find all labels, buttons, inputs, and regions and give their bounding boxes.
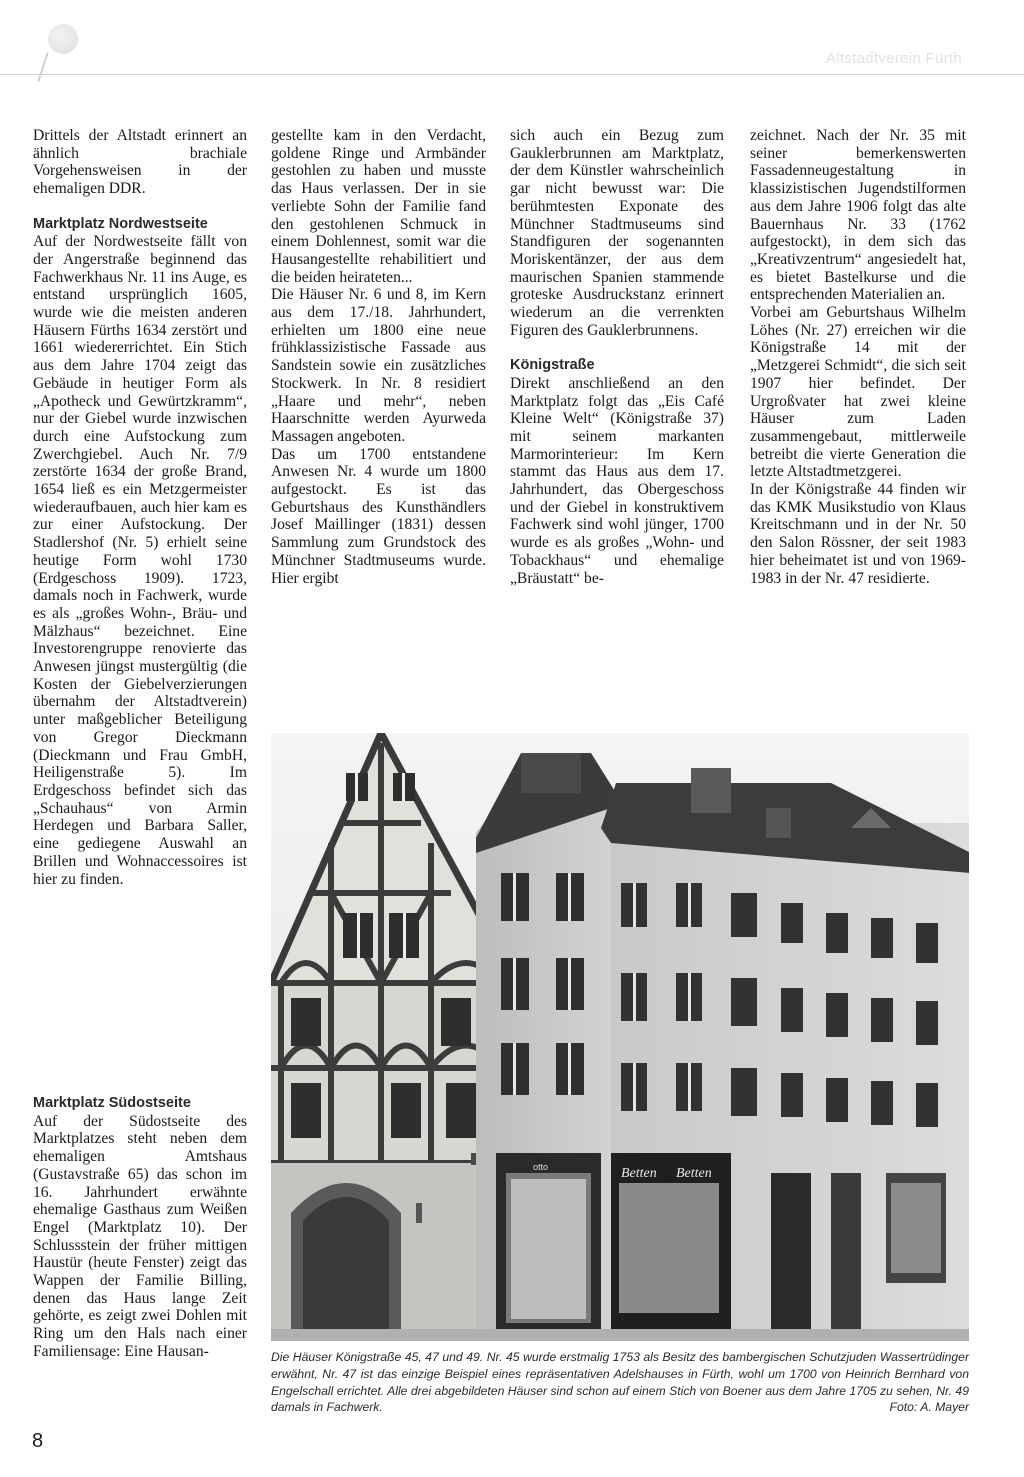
page-number: 8 [32,1430,44,1452]
paragraph: Drittels der Altstadt erinnert an ähnlich brachiale Vorgehensweisen in der ehemaligen DDR. [33,127,247,198]
column-2 [271,127,486,587]
paragraph: gestellte kam in den Verdacht, goldene Ringe und Armbänder gestohlen zu haben und musste das Haus verlassen. Der in sie verliebte Sohn der Familie fand den gestohlenen Schmuck in einem Dohlennest, somit war die Hausangestellte rehabilitiert und die beiden heirateten... [271,127,486,286]
logo-icon [48,24,78,54]
column-3 [510,127,724,587]
paragraph: In der Königstraße 44 finden wir das KMK Musikstudio von Klaus Kreitschmann und in der Nr. 50 den Salon Rössner, der seit 1983 hier beheimatet ist und von 1969-1983 in der Nr. 47 residierte. [750,481,966,587]
column-1-lower [33,1095,247,1361]
heading-koenigstrasse: Königstraße [510,357,595,374]
houses-photo [271,733,969,1341]
header-divider [0,74,1024,75]
shop-sign-left: Betten [621,1166,657,1181]
shop-sign-small: otto [533,1162,549,1172]
paragraph: Vorbei am Geburtshaus Wilhelm Löhes (Nr. 27) erreichen wir die Königstraße 14 mit der „Metzgerei Schmidt“, die sich seit 1907 hier befindet. Der Urgroßvater hat zwei kleine Häuser zum Laden zusammengebaut, mittlerweile betreibt die vierte Generation die letzte Altstadtmetzgerei. [750,304,966,481]
photo-caption [271,1349,969,1416]
shop-sign-right: Betten [676,1166,712,1181]
heading-nordwestseite: Marktplatz Nordwestseite [33,215,208,232]
header-org-name: Altstadtverein Fürth [825,50,962,67]
paragraph: Die Häuser Nr. 6 und 8, im Kern aus dem 17./18. Jahrhundert, erhielten um 1800 eine neue frühklassizistische Fassade aus Sandstein sowie ein zusätzliches Stockwerk. In Nr. 8 residiert „Haare und mehr“, neben Haarschnitte werden Ayurweda Massagen angeboten. [271,286,486,445]
heading-suedostseite: Marktplatz Südostseite [33,1095,191,1111]
caption-text: Die Häuser Königstraße 45, 47 und 49. Nr. 45 wurde erstmalig 1753 als Besitz des bambergischen Schutzjuden Wassertrüdinger erwähnt, Nr. 47 ist das einzige Beispiel eines repräsentativen Adelshauses in Fürth, wohl um 1700 von Heinrich Bernhard von Engelschall errichtet. Alle drei abgebildeten Häuser sind schon auf einem Stich von Boener aus dem Jahre 1705 zu sehen, Nr. 49 damals in Fachwerk. [271,1350,969,1415]
logo-stroke [37,52,48,81]
middle-house [476,753,616,1341]
paragraph: Auf der Nordwestseite fällt von der Angerstraße beginnend das Fachwerkhaus Nr. 11 ins Auge, es entstand ursprünglich 1605, wurde wie die meisten anderen Häusern Fürths 1634 zerstört und 1661 wiedererrichtet. Ein Stich aus dem Jahre 1704 zeigt das Gebäude in heutiger Form als „Apotheck und Gewürtzkramm“, nur der Giebel wurde inzwischen durch eine Aufstockung zum Zwerchgiebel. Auch Nr. 7/9 zerstörte 1634 der große Brand, 1654 ließ es ein Metzgermeister wiederaufbauen, auch hier kam es zur einer Aufstockung. Der Stadlershof (Nr. 5) erhielt seine heutige Form wohl 1730 (Erdgeschoss 1909). 1723, damals noch in Fachwerk, wurde es als „großes Wohn-, Bräu- und Mälzhaus“ bezeichnet. Eine Investorengruppe renovierte das Anwesen jüngst mustergültig (die Kosten der Giebelverzierungen übernahm der Altstadtverein) unter maßgeblicher Beteiligung von Gregor Dieckmann (Dieckmann und Frau GmbH, Heiligenstraße 5). Im Erdgeschoss befindet sich das „Schauhaus“ von Armin Herdegen und Barbara Saller, eine gediegene Auswahl an Brillen und Wohnaccessoires ist hier zu finden. [33,233,247,888]
column-1 [33,127,247,888]
paragraph: Direkt anschließend an den Marktplatz folgt das „Eis Café Kleine Welt“ (Königstraße 37) mit seinem markanten Marmorinterieur: Im Kern stammt das Haus aus dem 17. Jahrhundert, das Obergeschoss und der Giebel in konstruktivem Fachwerk sind wohl jünger, 1700 wurde es als großes „Wohn- und Tobackhaus“ und ehemalige „Bräustatt“ be- [510,374,724,587]
column-4 [750,127,966,587]
paragraph: sich auch ein Bezug zum Gauklerbrunnen am Marktplatz, der dem Künstler wahrscheinlich gar nicht bewusst war: Die berühmtesten Exponate des Münchner Stadtmuseums sind Standfiguren der sogenannten Moriskentänzer, der aus dem maurischen Spanien stammende groteske Ausdruckstanz erinnert wiederum an die verrenkten Figuren des Gauklerbrunnens. [510,127,724,339]
paragraph: zeichnet. Nach der Nr. 35 mit seiner bemerkenswerten Fassadenneugestaltung in klassizistischen Jugendstilformen aus dem Jahre 1906 folgt das alte Bauernhaus Nr. 33 (1762 aufgestockt), in dem sich das „Kreativzentrum“ angesiedelt hat, es bietet Bastelkurse und die entsprechenden Materialien an. [750,127,966,304]
paragraph: Auf der Südostseite des Marktplatzes steht neben dem ehemaligen Amtshaus (Gustavstraße 65) das schon im 16. Jahrhundert erwähnte ehemalige Gasthaus zum Weißen Engel (Marktplatz 10). Der Schlussstein der früher mittigen Haustür (heute Fenster) zeigt das Wappen der Familie Billing, denen das Haus lange Zeit gehörte, es zeigt zwei Dohlen mit Ring um den Hals nach einer Familiensage: Eine Hausan- [33,1112,247,1360]
photo-credit: Foto: A. Mayer [889,1400,969,1415]
paragraph: Das um 1700 entstandene Anwesen Nr. 4 wurde um 1800 aufgestockt. Es ist das Geburtshaus des Kunsthändlers Josef Maillinger (1831) dessen Sammlung zum Grundstock des Münchner Stadtmuseums wurde. Hier ergibt [271,445,486,587]
